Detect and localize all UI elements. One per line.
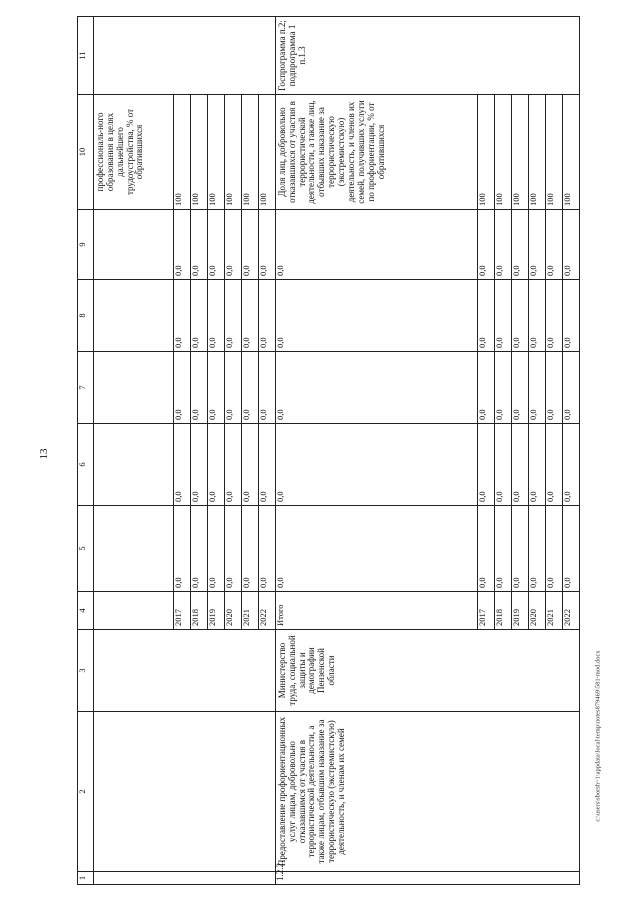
cell bbox=[93, 424, 173, 506]
indicator-text: Доля лиц, добровольно отказавшихся от участия в террористической деятельности, а также лиц, отбывших наказание за террористическую (экстремистскую) деятельность, и членов их семей, получивших услуги по профориентации, % от обратившихся bbox=[275, 95, 477, 210]
value-cell: 0,0 bbox=[258, 352, 275, 424]
value-cell: 0,0 bbox=[208, 506, 225, 592]
value-cell: 0,0 bbox=[275, 280, 477, 352]
value-cell: 0,0 bbox=[224, 210, 241, 280]
value-cell: 0,0 bbox=[208, 424, 225, 506]
value-cell: 100 bbox=[512, 95, 529, 210]
total-label: Итого bbox=[275, 592, 477, 630]
value-cell: 0,0 bbox=[241, 210, 258, 280]
value-cell: 0,0 bbox=[495, 280, 512, 352]
measure-text: Предоставление профориентационных услуг лицам, добровольно отказавшимся от участия в террористической деятельности, а также лицам, отбывшим наказание за террористическую (экстремистскую) деятельность, и членам их семей bbox=[275, 712, 579, 872]
value-cell: 0,0 bbox=[529, 424, 546, 506]
col-header: 2 bbox=[78, 712, 94, 872]
value-cell: 0,0 bbox=[529, 352, 546, 424]
value-cell: 0,0 bbox=[275, 352, 477, 424]
cell bbox=[93, 352, 173, 424]
value-cell: 0,0 bbox=[562, 210, 579, 280]
value-cell: 0,0 bbox=[275, 210, 477, 280]
value-cell: 0,0 bbox=[208, 352, 225, 424]
value-cell: 0,0 bbox=[174, 506, 191, 592]
value-cell: 0,0 bbox=[275, 424, 477, 506]
value-cell: 100 bbox=[478, 95, 495, 210]
indicator-text: профессиональ-ного образования в целях дальнейшего трудоустройства, % от обратившихся bbox=[93, 95, 173, 210]
value-cell: 0,0 bbox=[174, 352, 191, 424]
year-cell: 2017 bbox=[174, 592, 191, 630]
value-cell: 0,0 bbox=[562, 280, 579, 352]
value-cell: 0,0 bbox=[241, 352, 258, 424]
value-cell: 0,0 bbox=[495, 210, 512, 280]
column-number-row bbox=[78, 17, 94, 885]
table-row bbox=[93, 17, 173, 885]
cell bbox=[93, 630, 275, 712]
value-cell: 0,0 bbox=[224, 424, 241, 506]
value-cell: 0,0 bbox=[258, 210, 275, 280]
value-cell: 0,0 bbox=[191, 506, 208, 592]
value-cell: 0,0 bbox=[478, 424, 495, 506]
year-cell: 2019 bbox=[208, 592, 225, 630]
year-cell: 2021 bbox=[241, 592, 258, 630]
value-cell: 0,0 bbox=[562, 424, 579, 506]
year-cell: 2020 bbox=[529, 592, 546, 630]
program-table bbox=[77, 16, 580, 885]
value-cell: 100 bbox=[224, 95, 241, 210]
value-cell: 100 bbox=[241, 95, 258, 210]
value-cell: 0,0 bbox=[478, 352, 495, 424]
value-cell: 0,0 bbox=[546, 352, 563, 424]
cell bbox=[93, 712, 275, 872]
reference-text: Госпрограмма п.2; подпрограмма 1 п.1.3 bbox=[275, 17, 579, 95]
value-cell: 0,0 bbox=[512, 424, 529, 506]
value-cell: 0,0 bbox=[191, 424, 208, 506]
col-header: 1 bbox=[78, 872, 94, 885]
executor-text: Министерство труда, социальной защиты и демографии Пензенской области bbox=[275, 630, 579, 712]
value-cell: 0,0 bbox=[546, 506, 563, 592]
table-row bbox=[275, 17, 477, 885]
year-cell: 2022 bbox=[562, 592, 579, 630]
col-header: 8 bbox=[78, 280, 94, 352]
value-cell: 0,0 bbox=[224, 352, 241, 424]
row-number: 1.2.2. bbox=[275, 872, 579, 885]
value-cell: 0,0 bbox=[512, 352, 529, 424]
year-cell: 2019 bbox=[512, 592, 529, 630]
year-cell: 2022 bbox=[258, 592, 275, 630]
value-cell: 0,0 bbox=[546, 424, 563, 506]
value-cell: 100 bbox=[495, 95, 512, 210]
page-number: 13 bbox=[38, 448, 50, 460]
cell bbox=[93, 210, 173, 280]
value-cell: 0,0 bbox=[546, 210, 563, 280]
value-cell: 0,0 bbox=[495, 506, 512, 592]
value-cell: 100 bbox=[258, 95, 275, 210]
value-cell: 0,0 bbox=[478, 210, 495, 280]
value-cell: 100 bbox=[562, 95, 579, 210]
value-cell: 0,0 bbox=[241, 506, 258, 592]
value-cell: 0,0 bbox=[258, 506, 275, 592]
value-cell: 0,0 bbox=[174, 424, 191, 506]
value-cell: 0,0 bbox=[478, 280, 495, 352]
value-cell: 0,0 bbox=[512, 280, 529, 352]
value-cell: 0,0 bbox=[258, 424, 275, 506]
value-cell: 100 bbox=[208, 95, 225, 210]
value-cell: 0,0 bbox=[174, 280, 191, 352]
value-cell: 100 bbox=[546, 95, 563, 210]
value-cell: 0,0 bbox=[224, 506, 241, 592]
year-cell: 2017 bbox=[478, 592, 495, 630]
value-cell: 0,0 bbox=[529, 280, 546, 352]
cell bbox=[93, 17, 275, 95]
cell bbox=[93, 872, 275, 885]
value-cell: 0,0 bbox=[562, 506, 579, 592]
year-cell: 2018 bbox=[495, 592, 512, 630]
value-cell: 0,0 bbox=[529, 210, 546, 280]
value-cell: 0,0 bbox=[512, 506, 529, 592]
col-header: 3 bbox=[78, 630, 94, 712]
value-cell: 0,0 bbox=[191, 210, 208, 280]
value-cell: 0,0 bbox=[258, 280, 275, 352]
value-cell: 0,0 bbox=[478, 506, 495, 592]
value-cell: 0,0 bbox=[224, 280, 241, 352]
file-path-footer: c:\users\sborsh~1\appdata\local\temp\notes879469\581-mod.docx bbox=[594, 650, 602, 822]
value-cell: 100 bbox=[529, 95, 546, 210]
col-header: 6 bbox=[78, 424, 94, 506]
col-header: 10 bbox=[78, 95, 94, 210]
value-cell: 0,0 bbox=[275, 506, 477, 592]
col-header: 9 bbox=[78, 210, 94, 280]
value-cell: 0,0 bbox=[241, 280, 258, 352]
value-cell: 0,0 bbox=[208, 210, 225, 280]
value-cell: 0,0 bbox=[512, 210, 529, 280]
col-header: 7 bbox=[78, 352, 94, 424]
value-cell: 0,0 bbox=[241, 424, 258, 506]
value-cell: 100 bbox=[174, 95, 191, 210]
cell bbox=[93, 506, 173, 592]
value-cell: 100 bbox=[191, 95, 208, 210]
value-cell: 0,0 bbox=[562, 352, 579, 424]
cell bbox=[93, 592, 173, 630]
value-cell: 0,0 bbox=[191, 280, 208, 352]
value-cell: 0,0 bbox=[495, 352, 512, 424]
value-cell: 0,0 bbox=[174, 210, 191, 280]
value-cell: 0,0 bbox=[546, 280, 563, 352]
value-cell: 0,0 bbox=[208, 280, 225, 352]
year-cell: 2020 bbox=[224, 592, 241, 630]
cell bbox=[93, 280, 173, 352]
value-cell: 0,0 bbox=[529, 506, 546, 592]
table-rotated-container bbox=[77, 17, 580, 885]
year-cell: 2018 bbox=[191, 592, 208, 630]
value-cell: 0,0 bbox=[191, 352, 208, 424]
year-cell: 2021 bbox=[546, 592, 563, 630]
col-header: 5 bbox=[78, 506, 94, 592]
col-header: 4 bbox=[78, 592, 94, 630]
value-cell: 0,0 bbox=[495, 424, 512, 506]
col-header: 11 bbox=[78, 17, 94, 95]
